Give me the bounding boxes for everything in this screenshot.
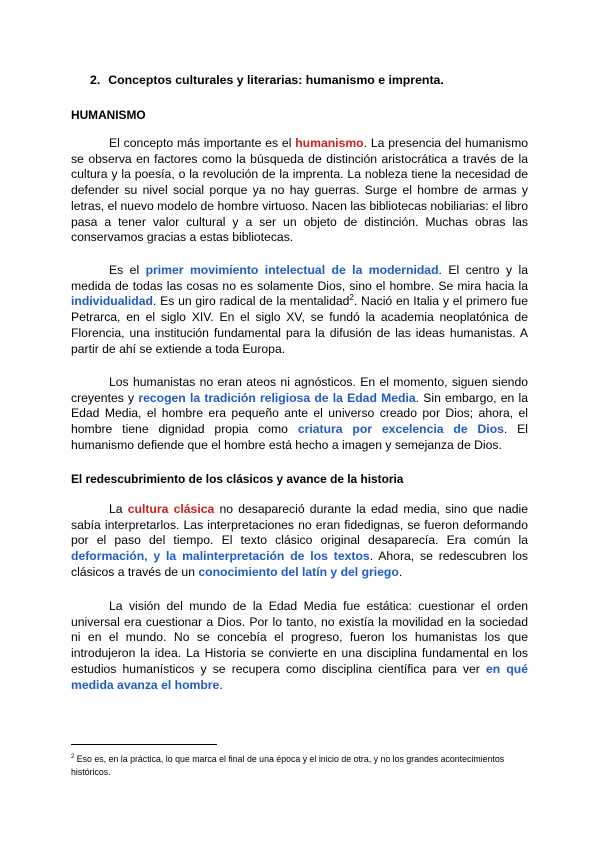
p3-text-a: Los humanistas no eran ateos ni agnósticos. En el momento, siguen siendo creyentes y: [71, 375, 528, 405]
paragraph-3: [71, 375, 528, 454]
paragraph-1: [71, 136, 528, 246]
p2-text-c: . Es un giro radical de la mentalidad: [152, 294, 350, 309]
p4-text-d: .: [398, 564, 403, 579]
footnote-text: Eso es, en la práctica, lo que marca el final de una época y el inicio de otra, y no los grandes acontecimientos históricos.: [71, 754, 505, 777]
humanismo-heading: HUMANISMO: [71, 108, 146, 122]
term-humanismo: humanismo: [295, 136, 364, 150]
paragraph-4: [71, 502, 528, 581]
footnote-separator: [71, 744, 217, 745]
footnote: [71, 753, 531, 779]
section-title: Conceptos culturales y literarias: humanismo e imprenta.: [108, 73, 444, 87]
p2-text-d: . Nació en Italia y el primero fue Petrarca, en el siglo XIV. En el siglo XV, se fundó la academia neoplatónica de Florencia, una institución fundamental para la difusión de las ideas humanistas. A partir de ahí se extiende a toda Europa.: [71, 294, 528, 356]
p3-text-b: . Sin embargo, en la Edad Media, el hombre era pequeño ante el universo creado por Dios; ahora, el hombre tiene dignidad propia como: [71, 390, 528, 437]
term-individualidad: individualidad: [71, 294, 153, 309]
footnote-number: 2: [71, 754, 75, 761]
term-avanza-hombre: en qué medida avanza el hombre: [71, 661, 528, 692]
section-number: 2.: [90, 73, 101, 87]
p2-text-b: . El centro y la medida de todas las cosas no es solamente Dios, sino el hombre. Se mira hacia la: [71, 263, 528, 293]
p2-text-a: Es el: [109, 263, 146, 277]
term-criatura-excelencia: criatura por excelencia de Dios: [297, 422, 504, 437]
p1-text-b: . La presencia del humanismo se observa en factores como la búsqueda de distinción aristocrática a través de la cultura y la poesía, o la revolución de la imprenta. La nobleza tiene la necesidad de defender su nivel social porque ya no hay guerras. Surge el hombre de armas y letras, el nuevo modelo de hombre virtuoso. Nacen las bibliotecas nobiliarias: el libro pasa a tener valor cultural y a ser un objeto de distinción. Muchas obras las conservamos gracias a estas bibliotecas.: [71, 136, 528, 245]
p4-text-a: La: [109, 502, 128, 516]
term-cultura-clasica: cultura clásica: [127, 502, 215, 516]
term-tradicion-religiosa: recogen la tradición religiosa de la Edad Media: [138, 390, 416, 405]
p4-text-c: . Ahora, se redescubren los clásicos a través de un: [71, 549, 528, 579]
subheading-clasicos: El redescubrimiento de los clásicos y avance de la historia: [71, 472, 404, 486]
p4-text-b: no desapareció durante la edad media, sino que nadie sabía interpretarlos. Las interpretaciones no eran fidedignas, se fueron deformando por el paso del tiempo. El texto clásico original desaparecía. Era común la: [71, 502, 528, 548]
section-heading: [90, 73, 444, 87]
p5-text-a: La visión del mundo de la Edad Media fue estática: cuestionar el orden universal era cuestionar a Dios. Por lo tanto, no existía la movilidad en la sociedad ni en el mundo. No se concebía el progreso, fueron los humanistas los que introdujeron la idea. La Historia se convierte en una disciplina fundamental en los estudios humanísticos y se recupera como disciplina científica para ver: [71, 599, 528, 676]
paragraph-2: [71, 263, 528, 357]
term-primer-movimiento: primer movimiento intelectual de la modernidad: [145, 263, 439, 277]
p5-text-b: .: [219, 677, 223, 692]
p1-text-a: El concepto más importante es el: [109, 136, 296, 150]
paragraph-5: [71, 599, 528, 693]
term-conocimiento-latin-griego: conocimiento del latín y del griego: [198, 564, 399, 579]
p3-text-c: . El humanismo defiende que el hombre está hecho a imagen y semejanza de Dios.: [71, 422, 529, 452]
footnote-reference[interactable]: 2: [349, 293, 354, 303]
term-deformacion: deformación, y la malinterpretación de los textos: [71, 549, 370, 564]
